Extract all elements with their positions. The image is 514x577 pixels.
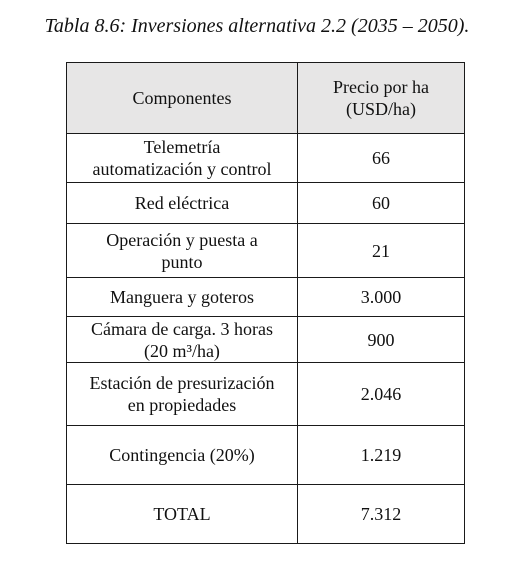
table-caption: Tabla 8.6: Inversiones alternativa 2.2 (2035 – 2050). [44,15,470,37]
table-row [67,224,465,278]
price-cell: 60 [298,183,465,224]
table-header-row [67,63,465,134]
table-row [67,183,465,224]
price-cell: 66 [298,134,465,183]
price-cell: 3.000 [298,278,465,317]
investment-table [66,62,465,544]
table-row [67,426,465,485]
component-cell: Estación de presurización en propiedades [67,363,298,426]
table-row [67,278,465,317]
component-cell: Red eléctrica [67,183,298,224]
price-cell: 21 [298,224,465,278]
total-value-cell: 7.312 [298,485,465,544]
price-cell: 1.219 [298,426,465,485]
price-cell: 900 [298,317,465,363]
table-row [67,363,465,426]
component-cell: Manguera y goteros [67,278,298,317]
header-price: Precio por ha (USD/ha) [298,63,465,134]
header-components: Componentes [67,63,298,134]
total-label-cell: TOTAL [67,485,298,544]
price-cell: 2.046 [298,363,465,426]
table-row [67,134,465,183]
total-row [67,485,465,544]
component-cell: Cámara de carga. 3 horas (20 m³/ha) [67,317,298,363]
component-cell: Contingencia (20%) [67,426,298,485]
component-cell: Operación y puesta a punto [67,224,298,278]
table-row [67,317,465,363]
component-cell: Telemetría automatización y control [67,134,298,183]
